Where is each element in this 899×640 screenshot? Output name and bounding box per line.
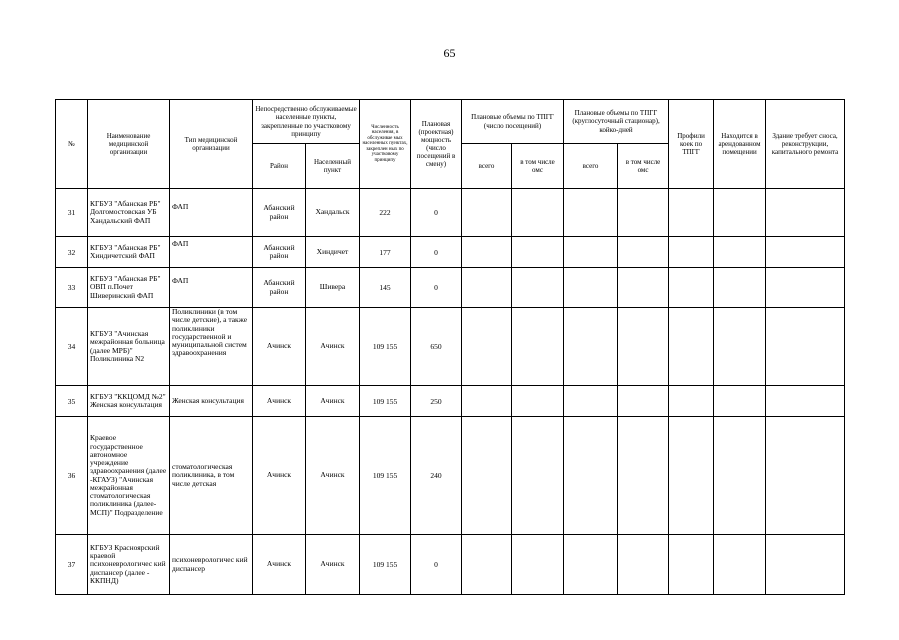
beds-total-cell	[564, 237, 618, 268]
org-name: КГБУЗ "ККЦОМД №2" Женская консультация	[88, 386, 170, 417]
row-number: 32	[56, 237, 88, 268]
col-header-profiles: Профили коек по ТПГГ	[669, 100, 714, 189]
table-row	[56, 386, 845, 417]
col-header-visits-total: всего	[462, 144, 512, 189]
profiles-cell	[669, 386, 714, 417]
profiles-cell	[669, 189, 714, 237]
org-name: КГБУЗ "Ачинская межрайонная больница (далее МРБ)" Поликлиника N2	[88, 308, 170, 386]
visits-total-cell	[462, 268, 512, 308]
org-name: КГБУЗ "Абанская РБ" Долгомостовская УБ Хандальский ФАП	[88, 189, 170, 237]
population: 109 155	[360, 417, 411, 535]
visits-oms-cell	[512, 417, 564, 535]
table-row	[56, 535, 845, 595]
org-name: КГБУЗ "Абанская РБ" Хиндичетский ФАП	[88, 237, 170, 268]
org-name: КГБУЗ Красноярский краевой психоневрологичес кий диспансер (далее - ККПНД)	[88, 535, 170, 595]
visits-total-cell	[462, 237, 512, 268]
population: 145	[360, 268, 411, 308]
profiles-cell	[669, 268, 714, 308]
district: Абанский район	[253, 237, 306, 268]
table-row	[56, 189, 845, 237]
beds-oms-cell	[618, 535, 669, 595]
visits-oms-cell	[512, 268, 564, 308]
table-row	[56, 268, 845, 308]
population: 109 155	[360, 386, 411, 417]
table-row	[56, 417, 845, 535]
org-type: ФАП	[170, 189, 253, 237]
visits-total-cell	[462, 417, 512, 535]
visits-oms-cell	[512, 237, 564, 268]
demolition-cell	[766, 268, 845, 308]
population: 109 155	[360, 308, 411, 386]
visits-oms-cell	[512, 308, 564, 386]
org-name: КГБУЗ "Абанская РБ" ОВП п.Почет Шиверинский ФАП	[88, 268, 170, 308]
locality: Ачинск	[306, 386, 360, 417]
visits-oms-cell	[512, 189, 564, 237]
org-type: Поликлиники (в том числе детские), а также поликлиники государственной и муниципальной систем здравоохранения	[170, 308, 253, 386]
demolition-cell	[766, 535, 845, 595]
locality: Ачинск	[306, 308, 360, 386]
org-type: ФАП	[170, 268, 253, 308]
profiles-cell	[669, 308, 714, 386]
beds-oms-cell	[618, 308, 669, 386]
col-header-capacity: Плановая (проектная) мощность (число посещений в смену)	[411, 100, 462, 189]
profiles-cell	[669, 535, 714, 595]
locality: Ачинск	[306, 417, 360, 535]
district: Ачинск	[253, 417, 306, 535]
population: 222	[360, 189, 411, 237]
col-header-no: №	[56, 100, 88, 189]
population: 177	[360, 237, 411, 268]
visits-oms-cell	[512, 535, 564, 595]
capacity: 0	[411, 237, 462, 268]
locality: Шивера	[306, 268, 360, 308]
visits-oms-cell	[512, 386, 564, 417]
capacity: 650	[411, 308, 462, 386]
col-header-beds-total: всего	[564, 144, 618, 189]
beds-oms-cell	[618, 237, 669, 268]
profiles-cell	[669, 417, 714, 535]
demolition-cell	[766, 189, 845, 237]
capacity: 0	[411, 535, 462, 595]
col-header-beds-oms: в том числе омс	[618, 144, 669, 189]
col-header-ttgp-beds: Плановые объемы по ТПГГ (круглосуточный стационар), койко-дней	[564, 100, 669, 144]
visits-total-cell	[462, 189, 512, 237]
beds-total-cell	[564, 386, 618, 417]
beds-oms-cell	[618, 189, 669, 237]
row-number: 33	[56, 268, 88, 308]
rented-cell	[714, 386, 766, 417]
district: Абанский район	[253, 189, 306, 237]
col-header-rented: Находится в арендованном помещении	[714, 100, 766, 189]
capacity: 250	[411, 386, 462, 417]
capacity: 240	[411, 417, 462, 535]
org-type: стоматологическая поликлиника, в том числе детская	[170, 417, 253, 535]
row-number: 36	[56, 417, 88, 535]
rented-cell	[714, 268, 766, 308]
beds-oms-cell	[618, 417, 669, 535]
demolition-cell	[766, 237, 845, 268]
beds-total-cell	[564, 308, 618, 386]
page-number: 65	[443, 46, 456, 60]
col-header-served: Непосредственно обслуживаемые населенные пункты, закрепленные по участковому принципу	[253, 100, 360, 144]
beds-total-cell	[564, 535, 618, 595]
org-type: ФАП	[170, 237, 253, 268]
rented-cell	[714, 189, 766, 237]
org-type: Женская консультация	[170, 386, 253, 417]
district: Абанский район	[253, 268, 306, 308]
rented-cell	[714, 417, 766, 535]
table-row	[56, 308, 845, 386]
rented-cell	[714, 237, 766, 268]
org-type: психоневрологичес кий диспансер	[170, 535, 253, 595]
beds-total-cell	[564, 189, 618, 237]
locality: Хиндичет	[306, 237, 360, 268]
district: Ачинск	[253, 386, 306, 417]
planning-table	[55, 99, 845, 595]
beds-oms-cell	[618, 268, 669, 308]
demolition-cell	[766, 386, 845, 417]
col-header-served-district: Район	[253, 144, 306, 189]
profiles-cell	[669, 237, 714, 268]
row-number: 31	[56, 189, 88, 237]
col-header-served-locality: Населенный пункт	[306, 144, 360, 189]
col-header-type: Тип медицинской организации	[170, 100, 253, 189]
beds-oms-cell	[618, 386, 669, 417]
rented-cell	[714, 535, 766, 595]
visits-total-cell	[462, 308, 512, 386]
visits-total-cell	[462, 535, 512, 595]
demolition-cell	[766, 308, 845, 386]
beds-total-cell	[564, 268, 618, 308]
rented-cell	[714, 308, 766, 386]
row-number: 37	[56, 535, 88, 595]
district: Ачинск	[253, 308, 306, 386]
locality: Ачинск	[306, 535, 360, 595]
population: 109 155	[360, 535, 411, 595]
demolition-cell	[766, 417, 845, 535]
row-number: 35	[56, 386, 88, 417]
col-header-org: Наименование медицинской организации	[88, 100, 170, 189]
visits-total-cell	[462, 386, 512, 417]
capacity: 0	[411, 189, 462, 237]
locality: Хандальск	[306, 189, 360, 237]
col-header-ttgp-visits: Плановые объемы по ТПГГ (число посещений)	[462, 100, 564, 144]
beds-total-cell	[564, 417, 618, 535]
district: Ачинск	[253, 535, 306, 595]
col-header-demolition: Здание требует сноса, реконструкции, капитального ремонта	[766, 100, 845, 189]
row-number: 34	[56, 308, 88, 386]
col-header-population: Численность населения, в обслуживае мых населенных пунктах, закреплен ных по участковому принципу	[360, 100, 411, 189]
org-name: Краевое государственное автономное учреждение здравоохранения (далее -КГАУЗ) "Ачинская межрайонная стоматологическая поликлиника (далее-МСП)" Подразделение	[88, 417, 170, 535]
col-header-visits-oms: в том числе омс	[512, 144, 564, 189]
table-row	[56, 237, 845, 268]
capacity: 0	[411, 268, 462, 308]
